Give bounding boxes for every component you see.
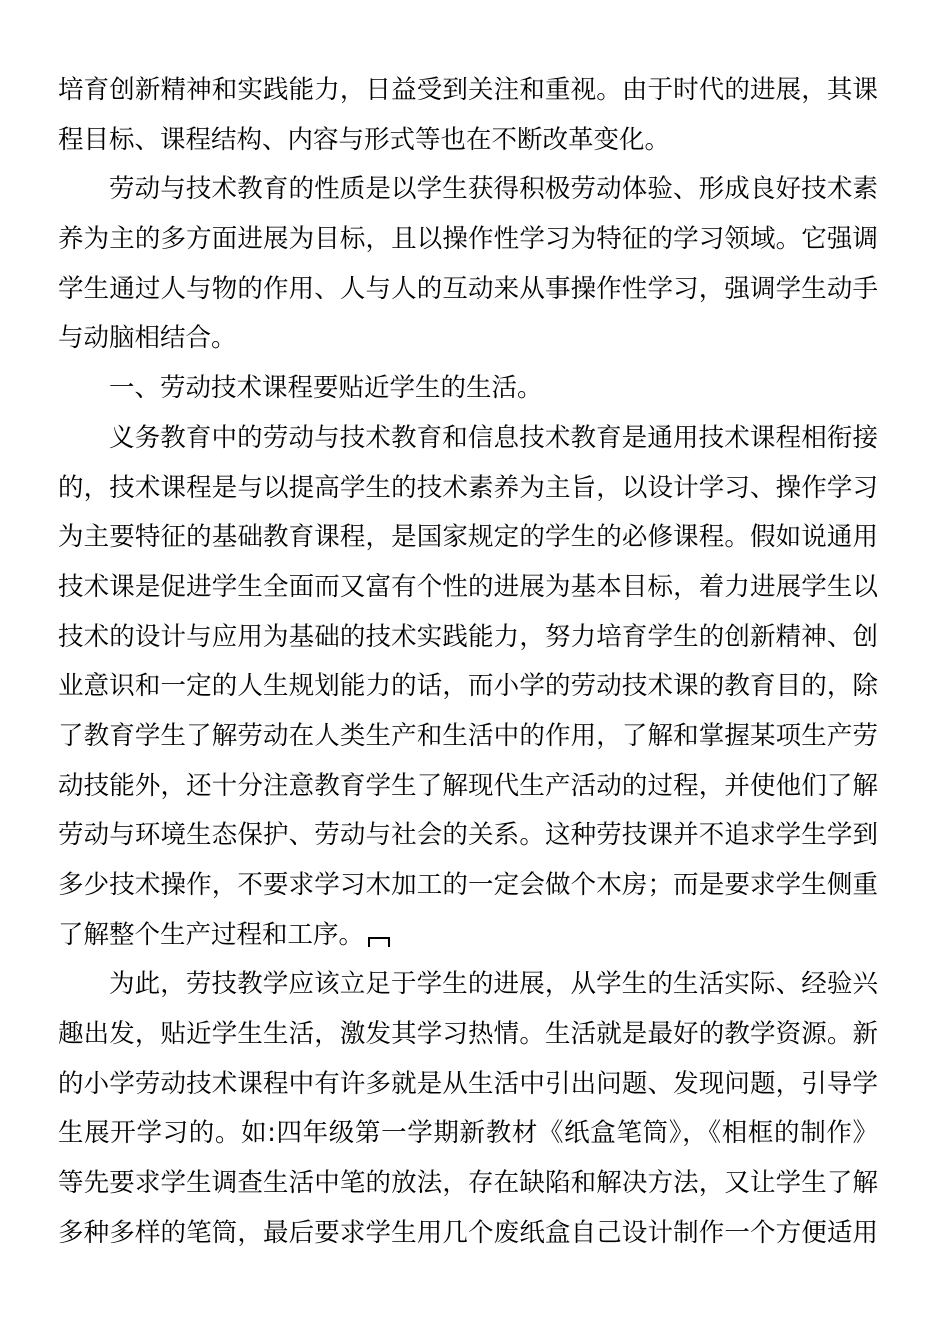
text-line: 技术课是促进学生全面而又富有个性的进展为基本目标，着力进展学生以 xyxy=(58,571,878,602)
text-line: 了教育学生了解劳动在人类生产和生活中的作用，了解和掌握某项生产劳 xyxy=(58,720,878,751)
text-line: 与动脑相结合。 xyxy=(58,323,237,354)
text-line: 学生通过人与物的作用、人与人的互动来从事操作性学习，强调学生动手 xyxy=(58,273,878,304)
text-line: 动技能外，还十分注意教育学生了解现代生产活动的过程，并使他们了解 xyxy=(58,770,878,801)
text-line: 多少技术操作，不要求学习木加工的一定会做个木房；而是要求学生侧重 xyxy=(58,870,878,900)
text-line: 为主要特征的基础教育课程，是国家规定的学生的必修课程。假如说通用 xyxy=(58,522,878,553)
body-text xyxy=(58,66,878,1259)
text-line: 的，技术课程是与以提高学生的技术素养为主旨，以设计学习、操作学习 xyxy=(58,472,878,503)
text-line: 趣出发，贴近学生生活，激发其学习热情。生活就是最好的教学资源。新 xyxy=(58,1019,878,1050)
text-line: 生展开学习的。如:四年级第一学期新教材《纸盒笔筒》，《相框的制作》 xyxy=(58,1118,878,1149)
section-heading: 一、劳动技术课程要贴近学生的生活。 xyxy=(109,373,543,404)
text-line: 技术的设计与应用为基础的技术实践能力，努力培育学生的创新精神、创 xyxy=(58,621,878,652)
text-line: 了解整个生产过程和工序。 xyxy=(58,919,365,950)
text-line: 劳动与技术教育的性质是以学生获得积极劳动体验、形成良好技术素 xyxy=(109,174,878,205)
text-line: 多种多样的笔筒，最后要求学生用几个废纸盒自己设计制作一个方便适用 xyxy=(58,1217,878,1248)
text-line: 养为主的多方面进展为目标，且以操作性学习为特征的学习领域。它强调 xyxy=(58,224,878,255)
text-line: 培育创新精神和实践能力，日益受到关注和重视。由于时代的进展，其课 xyxy=(58,75,878,105)
text-line: 等先要求学生调查生活中笔的放法，存在缺陷和解决方法，又让学生了解 xyxy=(58,1168,878,1199)
text-line: 义务教育中的劳动与技术教育和信息技术教育是通用技术课程相衔接 xyxy=(109,422,878,453)
text-line: 劳动与环境生态保护、劳动与社会的关系。这种劳技课并不追求学生学到 xyxy=(58,820,878,851)
text-line: 程目标、课程结构、内容与形式等也在不断改革变化。 xyxy=(58,124,671,155)
text-line: 为此，劳技教学应该立足于学生的进展，从学生的生活实际、经验兴 xyxy=(109,969,878,1000)
text-line: 的小学劳动技术课程中有许多就是从生活中引出问题、发现问题，引导学 xyxy=(58,1068,878,1099)
edit-mark xyxy=(368,937,390,947)
text-line: 业意识和一定的人生规划能力的话，而小学的劳动技术课的教育目的，除 xyxy=(58,671,878,702)
text-line-with-mark xyxy=(58,911,878,961)
